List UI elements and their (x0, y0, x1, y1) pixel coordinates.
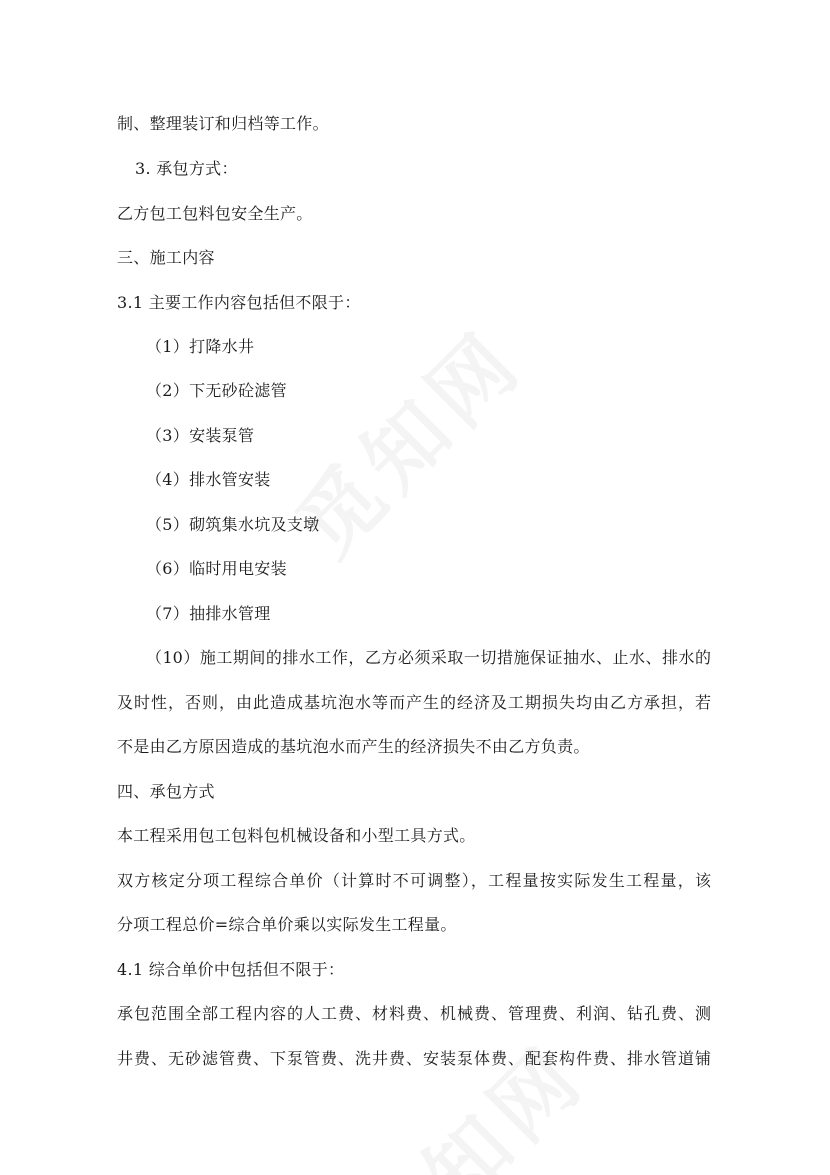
section-heading: 四、承包方式 (117, 782, 215, 801)
list-item: （3）安装泵管 (146, 426, 255, 445)
paragraph-line: （10）施工期间的排水工作，乙方必须采取一切措施保证抽水、止水、排水的 (146, 648, 711, 667)
paragraph-line: 不是由乙方原因造成的基坑泡水而产生的经济损失不由乙方负责。 (117, 737, 590, 756)
list-item: （7）抽排水管理 (146, 604, 271, 623)
paragraph-line: 乙方包工包料包安全生产。 (117, 204, 313, 223)
list-item: （6）临时用电安装 (146, 559, 287, 578)
list-item: （4）排水管安装 (146, 470, 271, 489)
section-heading: 三、施工内容 (117, 248, 215, 267)
subsection-heading: 4.1 综合单价中包括但不限于： (117, 960, 345, 979)
paragraph-line: 制、整理装订和归档等工作。 (117, 114, 329, 133)
list-item: （2）下无砂砼滤管 (146, 381, 287, 400)
paragraph-line: 井费、无砂滤管费、下泵管费、洗井费、安装泵体费、配套构件费、排水管道铺 (117, 1049, 711, 1068)
list-item: （5）砌筑集水坑及支墩 (146, 515, 320, 534)
subsection-heading: 3.1 主要工作内容包括但不限于： (117, 293, 361, 312)
list-item: （1）打降水井 (146, 337, 255, 356)
paragraph-line: 及时性，否则，由此造成基坑泡水等而产生的经济及工期损失均由乙方承担，若 (117, 693, 711, 712)
paragraph-line: 本工程采用包工包料包机械设备和小型工具方式。 (117, 826, 476, 845)
paragraph-line: 分项工程总价=综合单价乘以实际发生工程量。 (117, 915, 457, 934)
paragraph-line: 双方核定分项工程综合单价（计算时不可调整），工程量按实际发生工程量，该 (117, 871, 711, 890)
watermark-lower (329, 1015, 607, 1175)
paragraph-line: 承包范围全部工程内容的人工费、材料费、机械费、管理费、利润、钻孔费、测 (117, 1004, 711, 1023)
section-heading: 3. 承包方式： (135, 159, 238, 178)
watermark-upper (267, 300, 545, 578)
